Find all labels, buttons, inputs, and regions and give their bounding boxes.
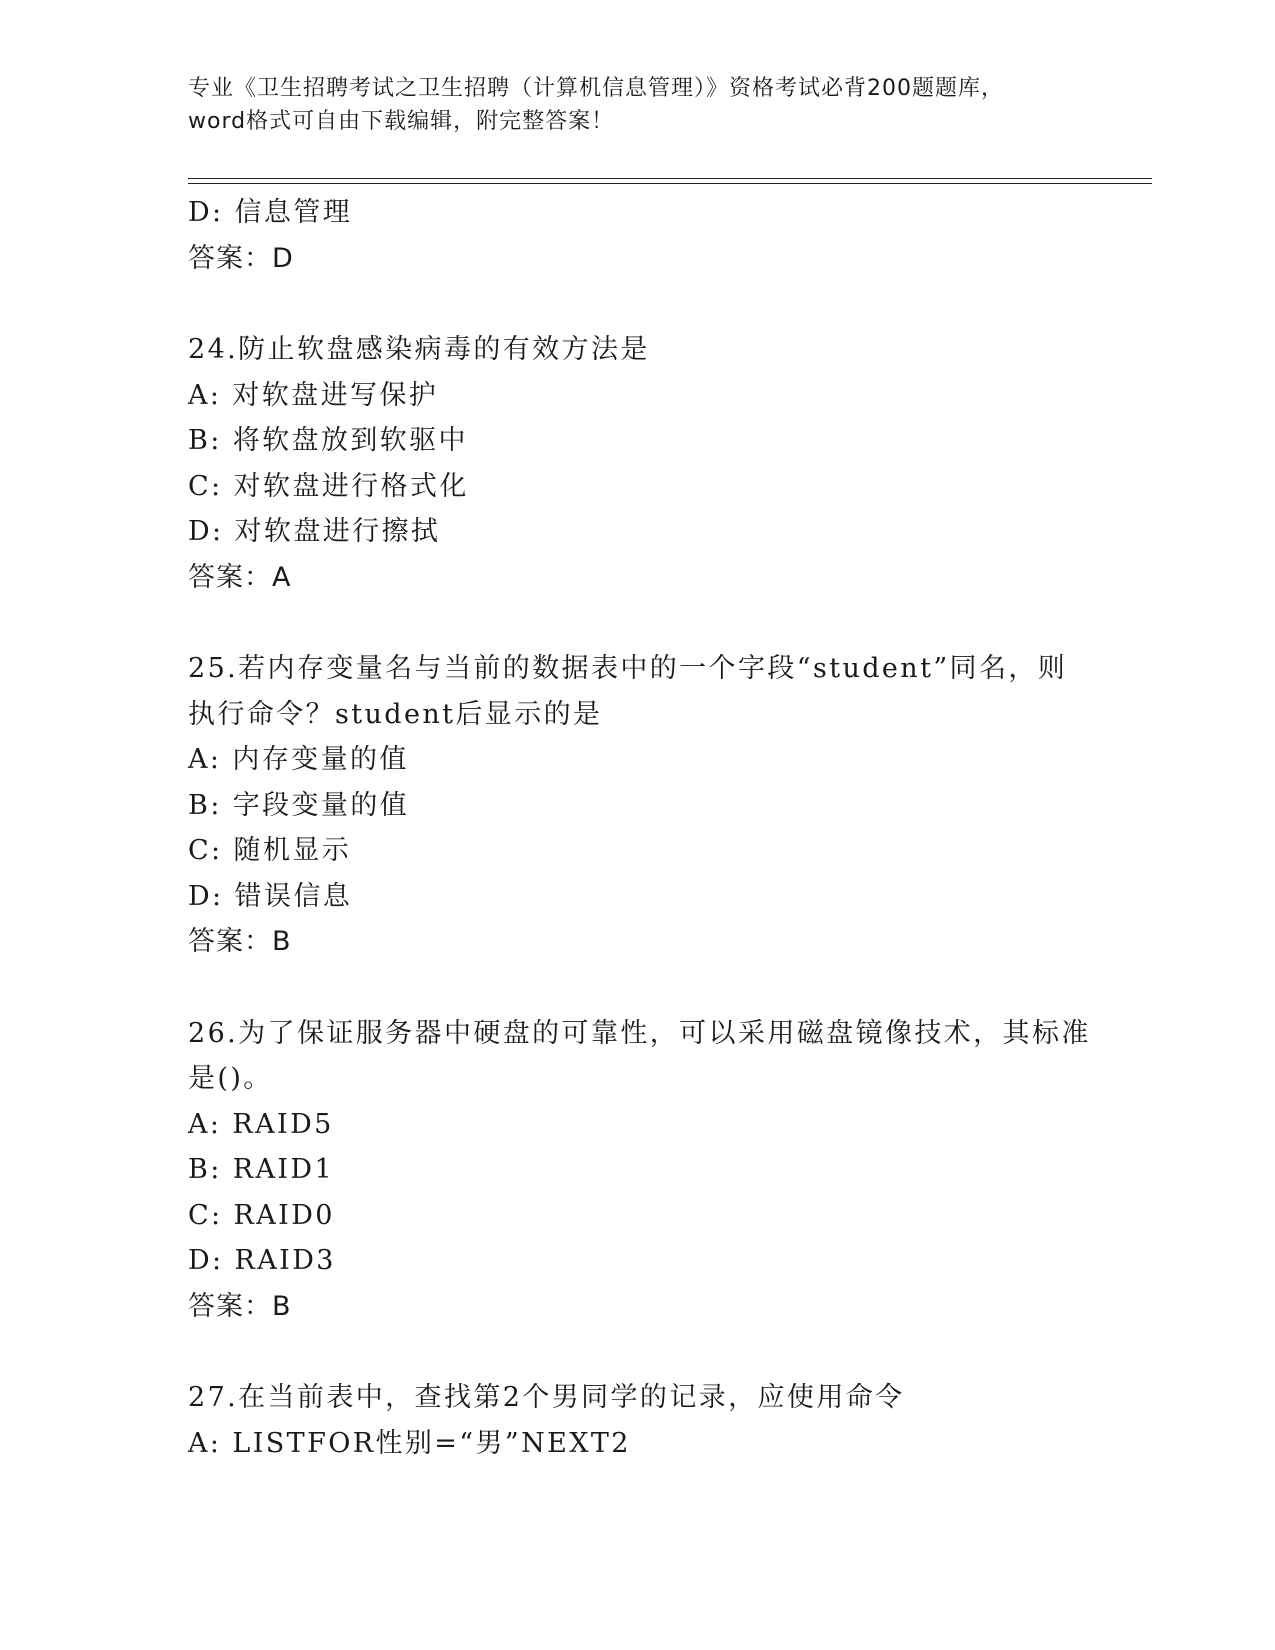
q26-option-d: D: RAID3 [188, 1245, 336, 1276]
question-list [188, 190, 1091, 1466]
q23-answer: 答案：D [188, 242, 294, 274]
header-title-line-1: 专业《卫生招聘考试之卫生招聘（计算机信息管理）》资格考试必背200题题库， [188, 76, 1004, 101]
q24-stem: 24.防止软盘感染病毒的有效方法是 [188, 334, 650, 365]
q25-option-b: B: 字段变量的值 [188, 789, 410, 821]
q24-option-c: C: 对软盘进行格式化 [188, 470, 469, 502]
q26-option-a: A: RAID5 [188, 1108, 334, 1140]
q24-option-d: D: 对软盘进行擦拭 [188, 516, 441, 547]
q25-option-a: A: 内存变量的值 [188, 744, 409, 775]
q25-stem-line-1: 25.若内存变量名与当前的数据表中的一个字段“student”同名，则 [188, 653, 1068, 684]
spacer [188, 600, 1088, 646]
spacer [188, 281, 1088, 327]
q26-option-b: B: RAID1 [188, 1154, 335, 1185]
q25-option-d: D: 错误信息 [188, 880, 353, 912]
document-header [188, 72, 1088, 138]
q24-option-a: A: 对软盘进写保护 [188, 379, 439, 411]
q25-option-c: C: 随机显示 [188, 835, 352, 866]
header-divider-bottom [188, 183, 1152, 184]
q25-stem-line-2: 执行命令？student后显示的是 [188, 698, 603, 730]
q26-option-c: C: RAID0 [188, 1199, 335, 1231]
spacer [188, 1329, 1088, 1375]
q26-stem-line-1: 26.为了保证服务器中硬盘的可靠性，可以采用磁盘镜像技术，其标准 [188, 1017, 1091, 1049]
q26-answer: 答案：B [188, 1290, 292, 1322]
spacer [188, 965, 1088, 1011]
q24-option-b: B: 将软盘放到软驱中 [188, 425, 468, 456]
q27-option-a: A: LISTFOR性别=“男”NEXT2 [188, 1427, 631, 1459]
q24-answer: 答案：A [188, 561, 292, 593]
q25-answer: 答案：B [188, 926, 292, 957]
q27-stem: 27.在当前表中，查找第2个男同学的记录，应使用命令 [188, 1382, 905, 1413]
header-divider-top [188, 178, 1152, 179]
q26-stem-line-2: 是()。 [188, 1063, 273, 1094]
header-title-line-2: word格式可自由下载编辑，附完整答案！ [188, 109, 615, 134]
q23-option-d: D: 信息管理 [188, 197, 353, 228]
